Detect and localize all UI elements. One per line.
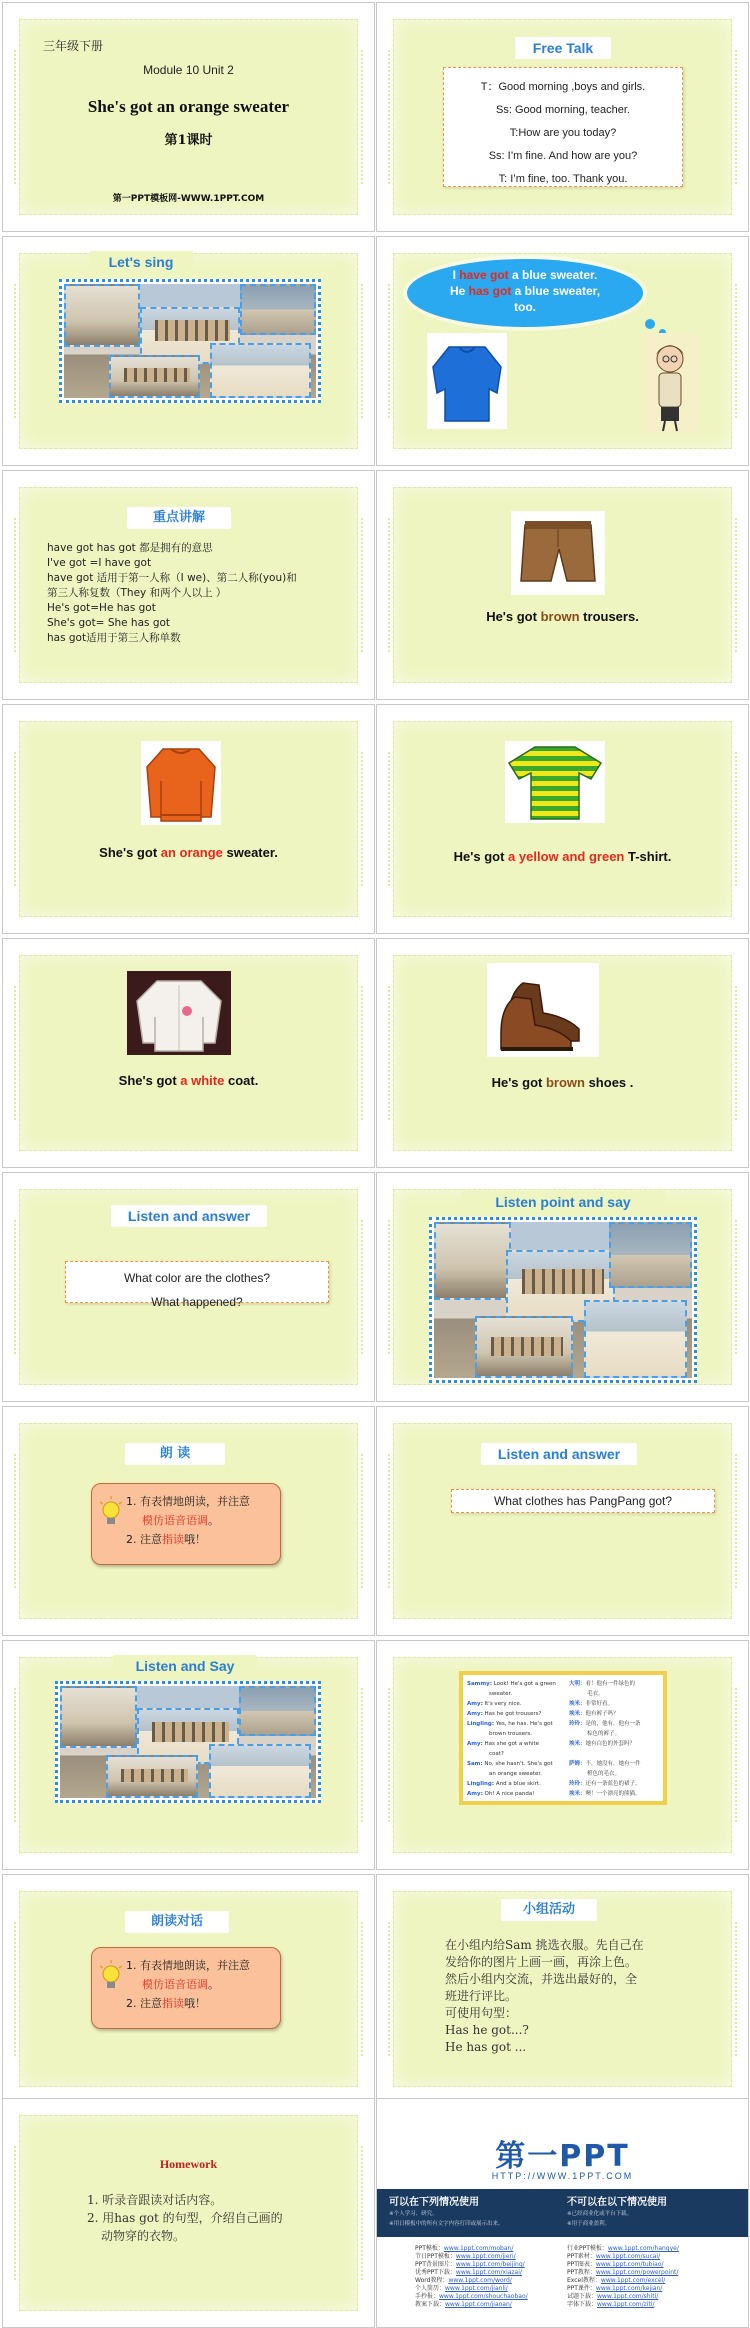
clothing-sentence: He's got a yellow and green T-shirt.	[453, 849, 672, 864]
activity-instructions: 在小组内给Sam 挑选衣服。先自己在 发给你的图片上画一画，再涂上色。 然后小组内交流，并选出最好的，全 班进行评比。 可使用句型： Has he got...? He has got ...	[445, 1938, 644, 2054]
tips-box: 1. 有表情地朗读，并注意 模仿语音语调。 2. 注意指读哦！	[91, 1947, 281, 2029]
resource-link[interactable]: www.1ppt.com/kejian/	[595, 2285, 663, 2292]
slide-14-listen-answer[interactable]	[376, 1406, 749, 1636]
resource-link[interactable]: www.1ppt.com/shouchaobao/	[439, 2293, 528, 2300]
dialogue-line: T：Good morning ,boys and girls.	[480, 81, 646, 93]
slide-badge: Listen point and say	[461, 1191, 665, 1213]
dialogue-line: Ss: Good morning, teacher.	[496, 104, 630, 116]
slide-19-homework[interactable]	[2, 2098, 375, 2328]
resource-link[interactable]: www.1ppt.com/word/	[448, 2277, 512, 2284]
clothing-sentence: She's got an orange sweater.	[99, 845, 278, 860]
slide-badge: 小组活动	[501, 1899, 597, 1921]
cannot-use-title: 不可以在以下情况使用	[567, 2197, 667, 2208]
grammar-notes: have got has got 都是拥有的意思 I've got =I have got have got 适用于第一人称（I we)、第二人称(you)和 第三人称复数（They 和两个人以上 ） He's got=He has got She's got= She has got has got适用于第三人称单数	[47, 542, 297, 644]
slide-18-group-activity[interactable]	[376, 1874, 749, 2104]
resource-link[interactable]: www.1ppt.com/sucai/	[595, 2253, 661, 2260]
resource-link[interactable]: www.1ppt.com/moban/	[443, 2245, 514, 2252]
slide-13-reading[interactable]	[2, 1406, 375, 1636]
dialogue-card	[459, 1671, 667, 1805]
dialogue-line: T: I’m fine, too. Thank you.	[498, 173, 628, 185]
slide-badge: 重点讲解	[127, 507, 231, 529]
question-box	[451, 1489, 715, 1513]
usage-band: 可以在下列情况使用 ※个人学习、研究。 ※用日模板中的所有文字内容打印或展示出来。 不可以在以下情况使用 ※已经商业化或平台下载。 ※用于商业盈利。	[377, 2189, 748, 2237]
slide-17-read-dialogue[interactable]	[2, 1874, 375, 2104]
resource-link[interactable]: www.1ppt.com/xiazai/	[455, 2269, 522, 2276]
slide-10-shoes[interactable]	[376, 938, 749, 1168]
tshirt-picture	[505, 741, 605, 823]
homework-list: 1. 听录音跟读对话内容。 2. 用has got 的句型，介绍自己画的 动物穿的衣物。	[87, 2193, 283, 2243]
lightbulb-icon	[98, 1496, 124, 1528]
slide-badge: Listen and answer	[481, 1443, 637, 1465]
slide-8-tshirt[interactable]	[376, 704, 749, 934]
dialogue-box	[443, 67, 683, 187]
cloud-text: I have got a blue sweater. He has got a blue sweater, too.	[449, 268, 601, 314]
orange-sweater-picture	[141, 741, 221, 825]
slide-3-lets-sing[interactable]	[2, 236, 375, 466]
slide-20-copyright[interactable]	[376, 2098, 749, 2328]
resource-link[interactable]: www.1ppt.com/hangye/	[607, 2245, 679, 2252]
brown-shoes-picture	[487, 963, 599, 1057]
unit-label: Module 10 Unit 2	[143, 63, 234, 77]
slide-7-sweater[interactable]	[2, 704, 375, 934]
slide-6-trousers[interactable]	[376, 470, 749, 700]
slide-9-coat[interactable]	[2, 938, 375, 1168]
dialogue-line: Ss: I’m fine. And how are you?	[488, 150, 638, 162]
clothing-sentence: He's got brown shoes .	[491, 1075, 634, 1090]
links-right: 行业PPT模板：www.1ppt.com/hangye/ PPT素材：www.1ppt.com/sucai/ PPT图表：www.1ppt.com/tubiao/ PPT教程：www.1ppt.com/powerpoint/ Excel教程：www.1ppt.com/excel/ PPT课件：www.1ppt.com/kejian/ 试题下载：www.1ppt.com/shiti/ 字体下载：www.1ppt.com/ziti/	[567, 2245, 679, 2308]
question-line: What clothes has PangPang got?	[493, 1494, 673, 1508]
chinese-dialogue: 大明：看！他有一件绿色的 毛衣。 埃米：非常好看。 埃米：他有裤子吗？ 玲玲：是的，他有。他有一条 棕色的裤子。 埃米：她有白色的外套吗？ 萨姆：不，她没有。她有一件 橙色的毛衣。 玲玲：还有一条蓝色的裙子。 埃米：噢！一个漂亮的熊猫。	[569, 1681, 641, 1797]
brown-trousers-picture	[511, 511, 605, 595]
slide-badge: Listen and Say	[113, 1655, 257, 1677]
slide-12-listen-point-say[interactable]	[376, 1172, 749, 1402]
clothing-sentence: He's got brown trousers.	[486, 609, 639, 624]
slide-badge: 朗读对话	[125, 1911, 229, 1933]
lightbulb-icon	[98, 1960, 124, 1992]
links-left: PPT模板：www.1ppt.com/moban/ 节日PPT模板：www.1ppt.com/jieri/ PPT背景图片：www.1ppt.com/beijing/ 优秀PPT下载：www.1ppt.com/xiazai/ Word教程：www.1ppt.com/word/ 个人简历：www.1ppt.com/jianli/ 手抄报：www.1ppt.com/shouchaobao/ 教案下载：www.1ppt.com/jiaoan/	[415, 2245, 528, 2308]
slide-11-listen-answer[interactable]	[2, 1172, 375, 1402]
grade-label: 三年级下册	[43, 39, 104, 53]
dialogue-line: T:How are you today?	[509, 127, 617, 139]
slide-badge: Free Talk	[515, 37, 611, 59]
resource-link[interactable]: www.1ppt.com/shiti/	[597, 2293, 659, 2300]
slide-5-grammar[interactable]	[2, 470, 375, 700]
question-line: What happened?	[151, 1295, 243, 1309]
classroom-collage	[59, 279, 321, 403]
teacher-cartoon	[641, 333, 699, 433]
resource-link[interactable]: www.1ppt.com/powerpoint/	[595, 2269, 679, 2276]
resource-link[interactable]: www.1ppt.com/beijing/	[455, 2261, 525, 2268]
english-dialogue: Sammy: Look! He's got a green sweater. Amy: It's very nice. Amy: Has he got trousers? Lingling: Yes, he has. He's got brown trousers. Amy: Has she got a white coat? Sam: No, she hasn't. She's got an orange sweater. Lingling: And a blue skirt. Amy: Oh! A nice panda!	[467, 1681, 556, 1797]
slide-1-title[interactable]	[2, 2, 375, 232]
slide-badge: Let's sing	[89, 251, 193, 273]
lesson-number: 第1课时	[164, 133, 213, 148]
tips-box: 1. 有表情地朗读，并注意 模仿语音语调。 2. 注意指读哦！	[91, 1483, 281, 1565]
question-line: What color are the clothes?	[123, 1271, 271, 1285]
site-url[interactable]: HTTP://WWW.1PPT.COM	[491, 2171, 634, 2181]
site-logo: 第一PPT	[495, 2139, 630, 2174]
slide-15-listen-say[interactable]	[2, 1640, 375, 1870]
homework-title: Homework	[159, 2157, 218, 2171]
resource-link[interactable]: www.1ppt.com/jianli/	[445, 2285, 508, 2292]
clothing-sentence: She's got a white coat.	[118, 1073, 259, 1088]
can-use-title: 可以在下列情况使用	[389, 2197, 479, 2208]
watermark-text: 第一PPT模板网-WWW.1PPT.COM	[112, 194, 265, 204]
classroom-collage	[55, 1681, 321, 1803]
white-coat-picture	[127, 971, 231, 1055]
slide-badge: 朗 读	[125, 1443, 225, 1465]
lesson-title: She's got an orange sweater	[87, 97, 290, 116]
resource-link[interactable]: www.1ppt.com/jieri/	[455, 2253, 516, 2260]
blue-sweater-picture	[427, 333, 507, 429]
slide-4-have-got[interactable]	[376, 236, 749, 466]
slide-2-free-talk[interactable]	[376, 2, 749, 232]
resource-link[interactable]: www.1ppt.com/jiaoan/	[445, 2301, 512, 2308]
classroom-collage	[429, 1217, 697, 1383]
slide-badge: Listen and answer	[111, 1205, 267, 1227]
resource-link[interactable]: www.1ppt.com/ziti/	[597, 2301, 655, 2308]
resource-link[interactable]: www.1ppt.com/tubiao/	[595, 2261, 664, 2268]
resource-link[interactable]: www.1ppt.com/excel/	[600, 2277, 666, 2284]
slide-16-dialogue-text[interactable]	[376, 1640, 749, 1870]
question-box	[65, 1261, 329, 1309]
